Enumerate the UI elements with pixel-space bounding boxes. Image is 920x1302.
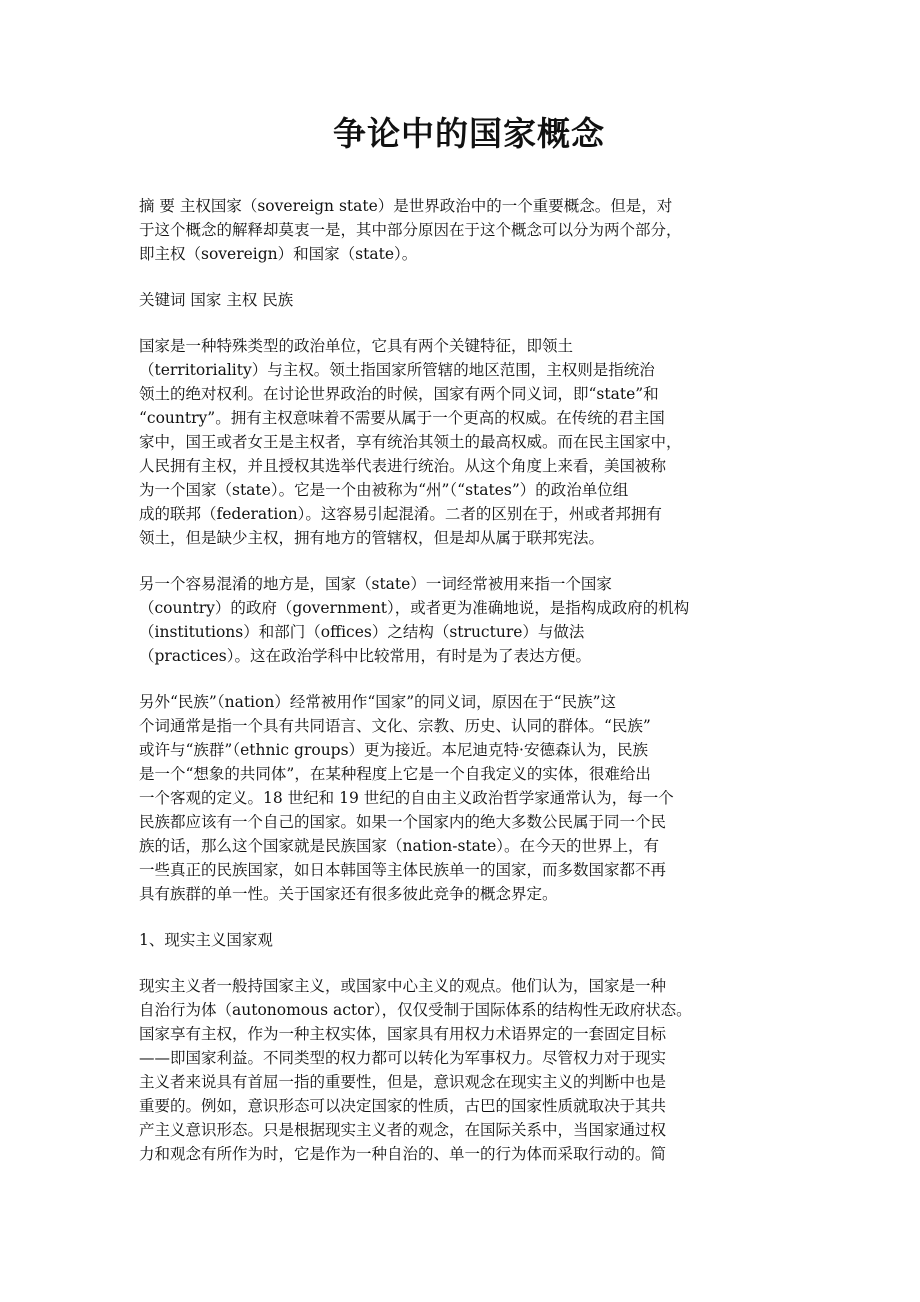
paragraph-line: （country）的政府（government），或者更为准确地说，是指构成政府的机构: [139, 599, 690, 617]
abstract-line: 于这个概念的解释却莫衷一是，其中部分原因在于这个概念可以分为两个部分，: [139, 221, 682, 239]
paragraph-line: 领土的绝对权利。在讨论世界政治的时候，国家有两个同义词，即“state”和: [139, 385, 659, 403]
paragraph-line: 人民拥有主权，并且授权其选举代表进行统治。从这个角度上来看，美国被称: [139, 457, 667, 475]
paragraph-line: 个词通常是指一个具有共同语言、文化、宗教、历史、认同的群体。“民族”: [139, 717, 651, 735]
document-page: [139, 110, 799, 1188]
paragraph-line: 或许与“族群”（ethnic groups）更为接近。本尼迪克特·安德森认为，民族: [139, 741, 648, 759]
paragraph-line: 成的联邦（federation）。这容易引起混淆。二者的区别在于，州或者邦拥有: [139, 505, 662, 523]
paragraph-line: （territoriality）与主权。领土指国家所管辖的地区范围，主权则是指统治: [139, 361, 655, 379]
paragraph-line: 另外“民族”（nation）经常被用作“国家”的同义词，原因在于“民族”这: [139, 693, 617, 711]
section-heading: [139, 928, 799, 952]
section-heading-text: 1、现实主义国家观: [139, 931, 273, 949]
paragraph-4: [139, 974, 799, 1166]
keywords-line: 关键词 国家 主权 民族: [139, 291, 294, 309]
paragraph-line: 国家享有主权，作为一种主权实体，国家具有用权力术语界定的一套固定目标: [139, 1025, 667, 1043]
paragraph-2: [139, 572, 799, 668]
paragraph-line: 重要的。例如，意识形态可以决定国家的性质，古巴的国家性质就取决于其共: [139, 1097, 667, 1115]
paragraph-line: 自治行为体（autonomous actor），仅仅受制于国际体系的结构性无政府状态。: [139, 1001, 692, 1019]
paragraph-line: 一些真正的民族国家，如日本韩国等主体民族单一的国家，而多数国家都不再: [139, 861, 667, 879]
paragraph-line: 为一个国家（state）。它是一个由被称为“州”（“states”）的政治单位组: [139, 481, 629, 499]
paragraph-line: （practices）。这在政治学科中比较常用，有时是为了表达方便。: [139, 647, 591, 665]
paragraph-line: 另一个容易混淆的地方是，国家（state）一词经常被用来指一个国家: [139, 575, 612, 593]
abstract-line: 即主权（sovereign）和国家（state）。: [139, 245, 418, 263]
paragraph-line: 领土，但是缺少主权，拥有地方的管辖权，但是却从属于联邦宪法。: [139, 529, 605, 547]
paragraph-line: 一个客观的定义。18 世纪和 19 世纪的自由主义政治哲学家通常认为，每一个: [139, 789, 674, 807]
paragraph-line: 民族都应该有一个自己的国家。如果一个国家内的绝大多数公民属于同一个民: [139, 813, 667, 831]
paragraph-line: 家中，国王或者女王是主权者，享有统治其领土的最高权威。而在民主国家中，: [139, 433, 682, 451]
paragraph-line: （institutions）和部门（offices）之结构（structure）与做法: [139, 623, 585, 641]
paragraph-1: [139, 334, 799, 550]
document-title: 争论中的国家概念: [333, 114, 605, 153]
paragraph-line: 产主义意识形态。只是根据现实主义者的观念，在国际关系中，当国家通过权: [139, 1121, 667, 1139]
paragraph-line: 是一个“想象的共同体”，在某种程度上它是一个自我定义的实体，很难给出: [139, 765, 651, 783]
paragraph-line: 力和观念有所作为时，它是作为一种自治的、单一的行为体而采取行动的。简: [139, 1145, 667, 1163]
paragraph-3: [139, 690, 799, 906]
paragraph-line: “country”。拥有主权意味着不需要从属于一个更高的权威。在传统的君主国: [139, 409, 665, 427]
paragraph-line: 具有族群的单一性。关于国家还有很多彼此竞争的概念界定。: [139, 885, 558, 903]
abstract: [139, 194, 799, 266]
keywords: [139, 288, 799, 312]
abstract-line: 摘 要 主权国家（sovereign state）是世界政治中的一个重要概念。但是，对: [139, 197, 673, 215]
paragraph-line: 主义者来说具有首屈一指的重要性，但是，意识观念在现实主义的判断中也是: [139, 1073, 667, 1091]
paragraph-line: ——即国家利益。不同类型的权力都可以转化为军事权力。尽管权力对于现实: [139, 1049, 667, 1067]
paragraph-line: 族的话，那么这个国家就是民族国家（nation-state）。在今天的世界上，有: [139, 837, 660, 855]
paragraph-line: 国家是一种特殊类型的政治单位，它具有两个关键特征，即领土: [139, 337, 574, 355]
paragraph-line: 现实主义者一般持国家主义，或国家中心主义的观点。他们认为，国家是一种: [139, 977, 667, 995]
